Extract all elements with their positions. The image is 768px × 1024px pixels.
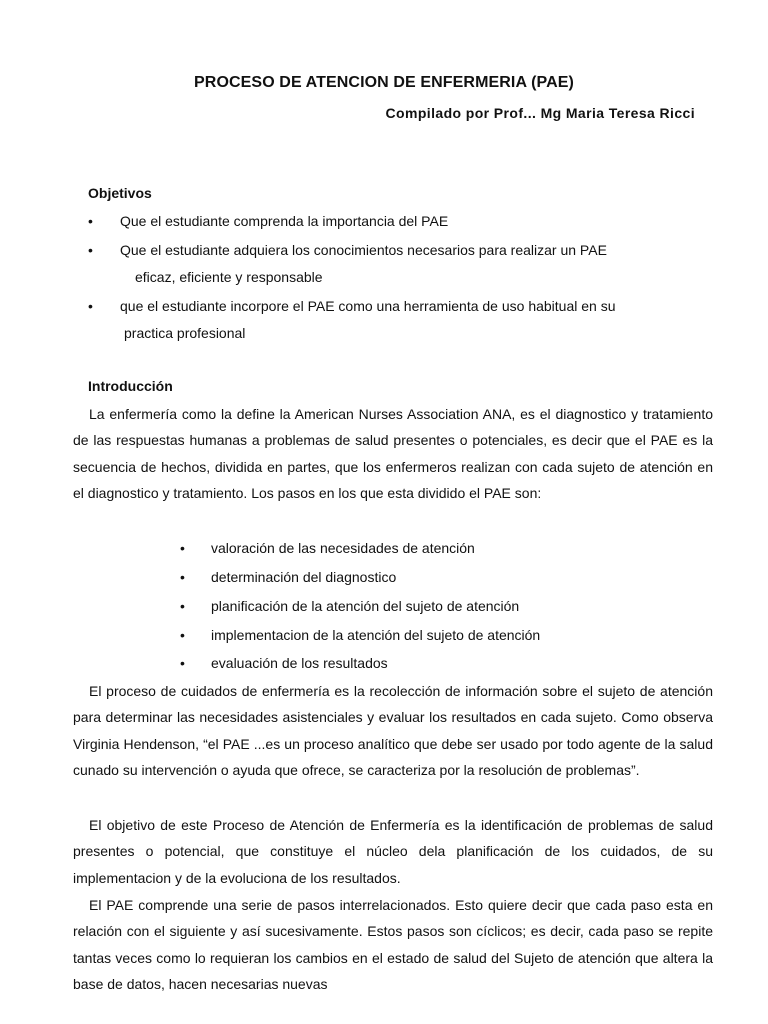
step-item: implementacion de la atención del sujeto de atención [211,627,541,643]
bullet-icon: • [180,540,185,556]
document-author: Compilado por Prof... Mg Maria Teresa Ricci [385,105,695,121]
intro-paragraph-2: El proceso de cuidados de enfermería es la recolección de información sobre el sujeto de atención para determinar las necesidades asistenciales y evaluar los resultados en cada sujeto. Como observa Virginia Hendenson, “el PAE ...es un proceso analítico que debe ser usado por todo agente de la salud cunado su intervención o ayuda que ofrece, se caracteriza por la resolución de problemas”. [73,683,713,779]
step-item: determinación del diagnostico [211,569,397,585]
objective-item-continuation: eficaz, eficiente y responsable [135,269,323,285]
bullet-icon: • [88,213,93,229]
intro-paragraph-3: El objetivo de este Proceso de Atención de Enfermería es la identificación de problemas de salud presentes o potencial, que constituye el núcleo dela planificación de los cuidados, de su implementacion y de la evoluciona de los resultados. [73,817,713,886]
step-item: valoración de las necesidades de atención [211,540,475,556]
step-item: evaluación de los resultados [211,655,388,671]
objective-item: Que el estudiante comprenda la importancia del PAE [120,213,449,229]
objective-item: que el estudiante incorpore el PAE como una herramienta de uso habitual en su [120,298,616,314]
objective-item: Que el estudiante adquiera los conocimientos necesarios para realizar un PAE [120,242,607,258]
bullet-icon: • [180,569,185,585]
bullet-icon: • [180,627,185,643]
objective-item-continuation: practica profesional [124,325,246,341]
bullet-icon: • [180,598,185,614]
objectives-heading: Objetivos [88,185,152,201]
bullet-icon: • [180,655,185,671]
intro-paragraph-4: El PAE comprende una serie de pasos interrelacionados. Esto quiere decir que cada paso esta en relación con el siguiente y así sucesivamente. Estos pasos son cíclicos; es decir, cada paso se repite tantas veces como lo requieran los cambios en el estado de salud del Sujeto de atención que altera la base de datos, hacen necesarias nuevas [73,897,713,993]
intro-paragraph-1: La enfermería como la define la American Nurses Association ANA, es el diagnostico y tratamiento de las respuestas humanas a problemas de salud presentes o potenciales, es decir que el PAE es la secuencia de hechos, dividida en partes, que los enfermeros realizan con cada sujeto de atención en el diagnostico y tratamiento. Los pasos en los que esta dividido el PAE son: [73,406,713,502]
bullet-icon: • [88,242,93,258]
introduction-heading: Introducción [88,378,173,394]
document-title: PROCESO DE ATENCION DE ENFERMERIA (PAE) [194,74,574,91]
bullet-icon: • [88,298,93,314]
step-item: planificación de la atención del sujeto de atención [211,598,520,614]
